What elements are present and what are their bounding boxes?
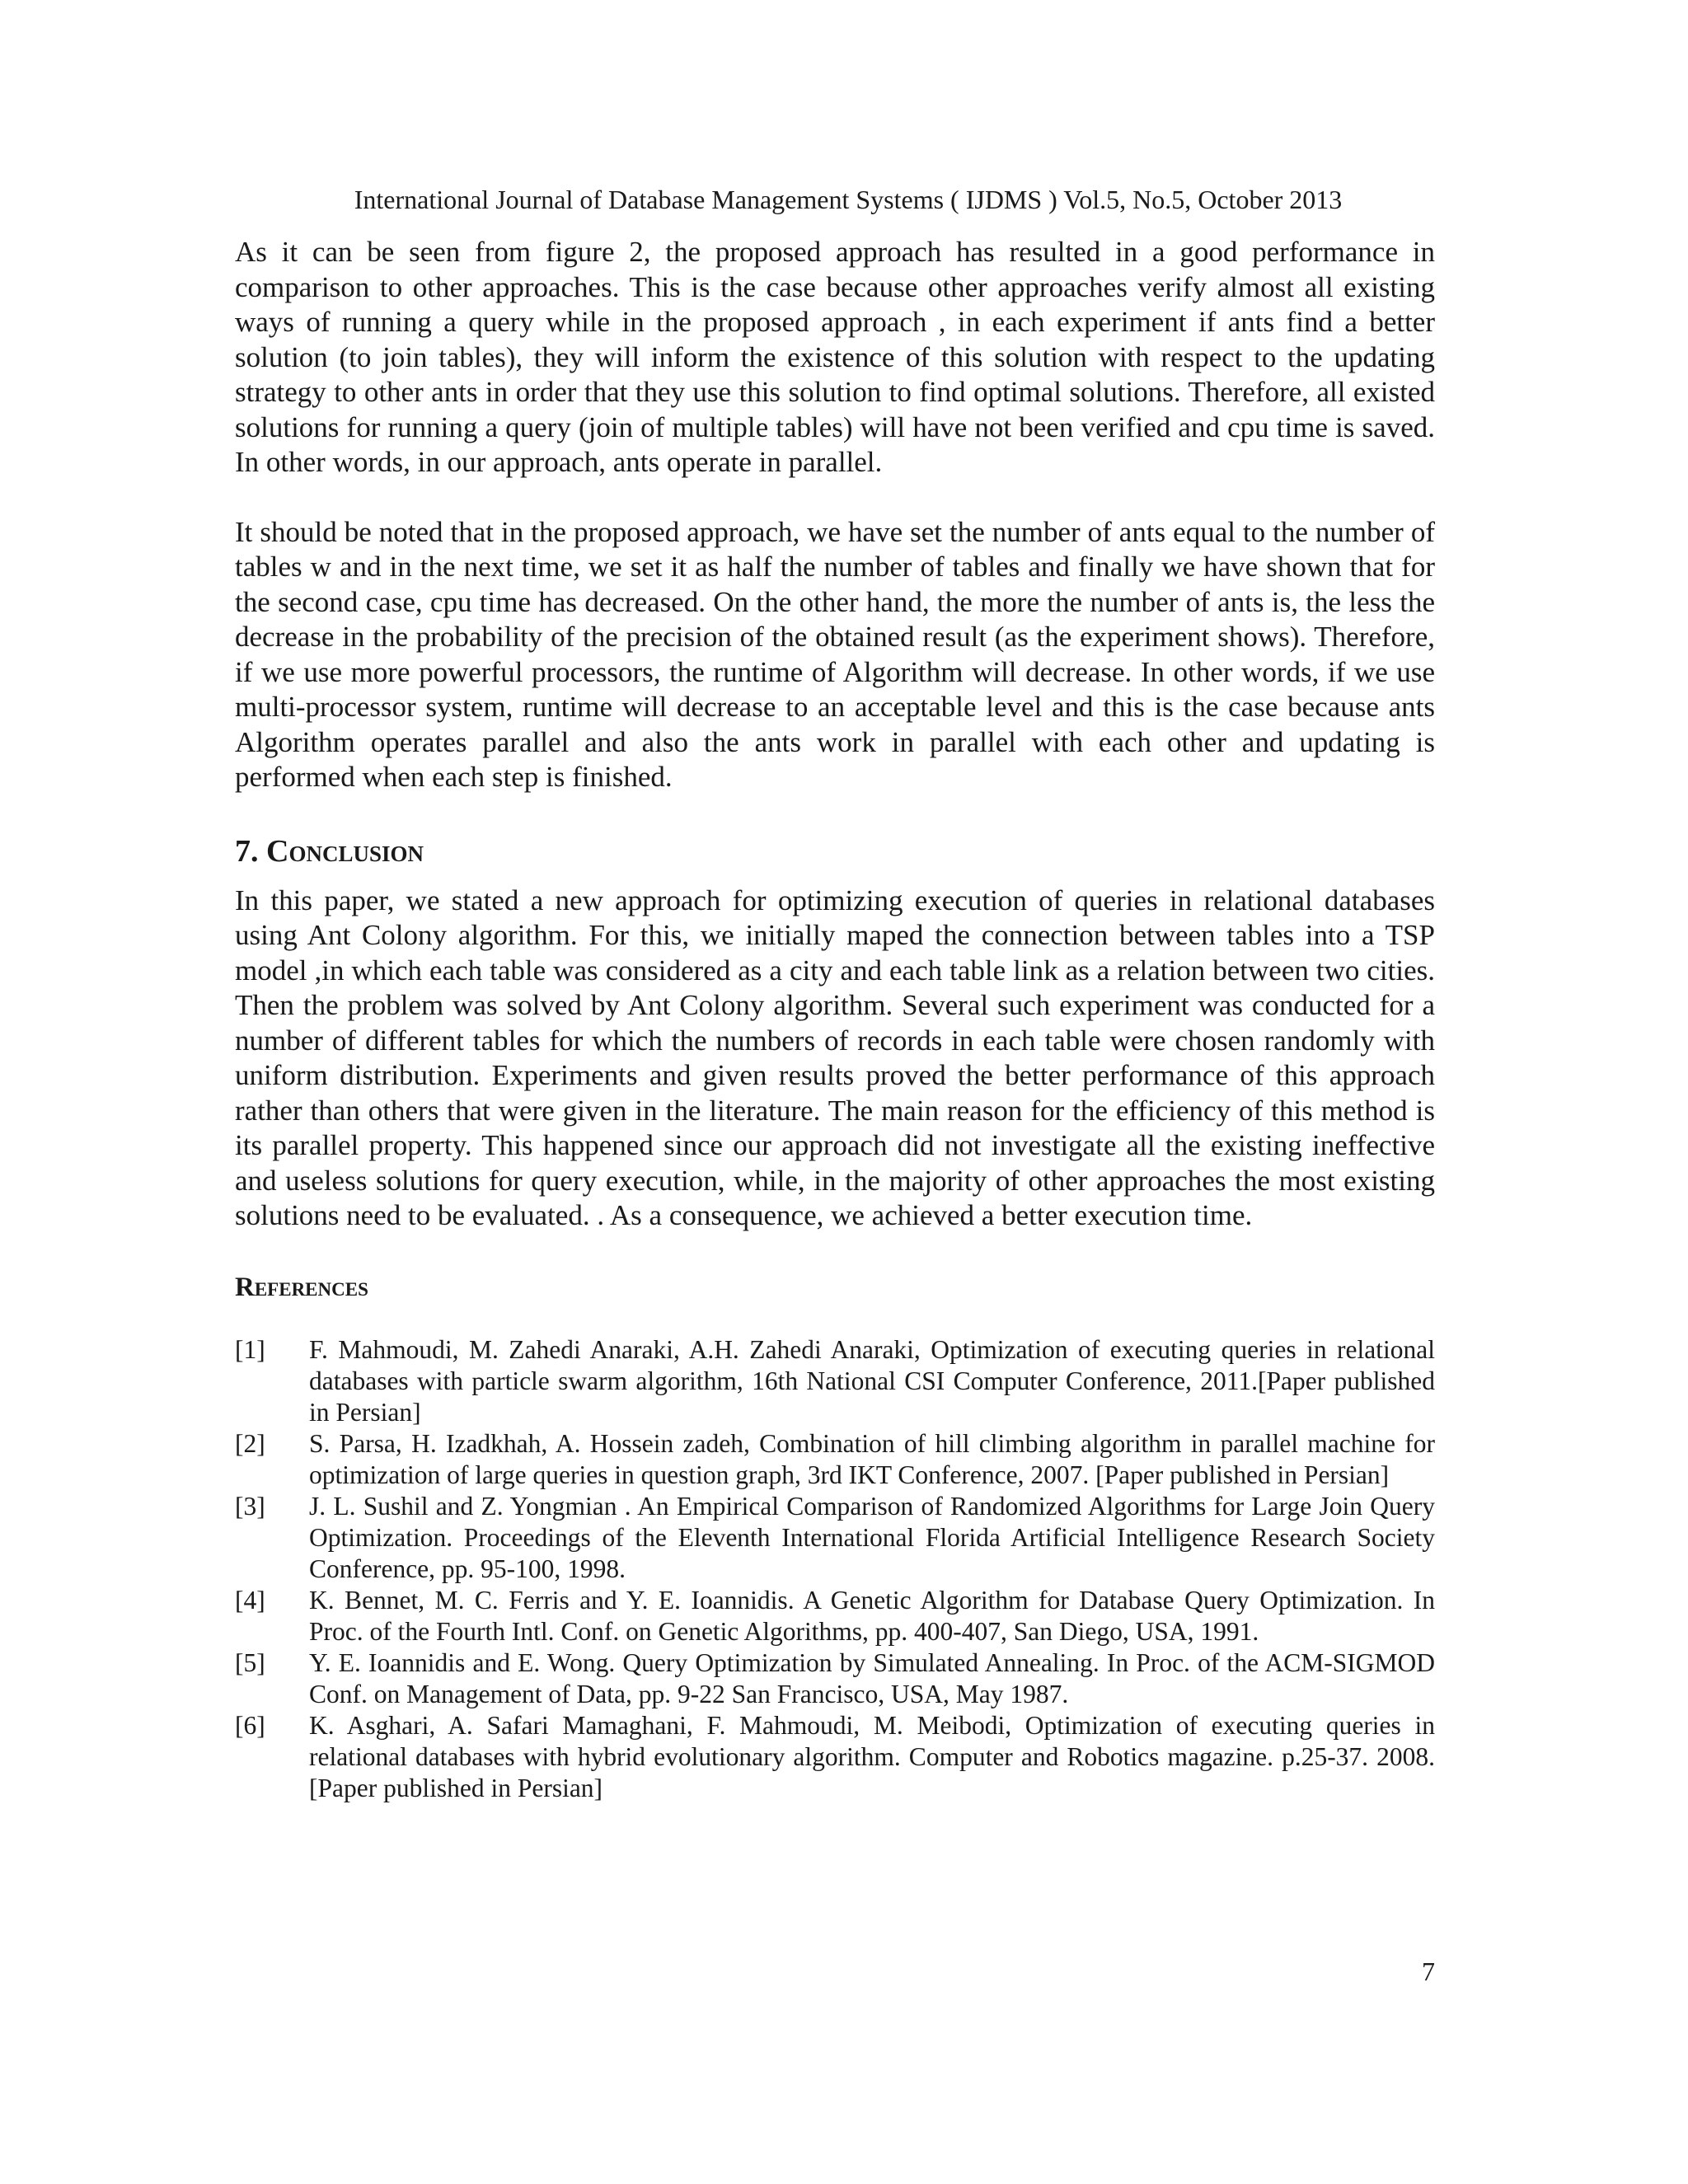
reference-item-6 [235, 1710, 1435, 1804]
reference-number: [3] [235, 1491, 265, 1521]
reference-number: [5] [235, 1647, 265, 1677]
reference-text: F. Mahmoudi, M. Zahedi Anaraki, A.H. Zahedi Anaraki, Optimization of executing queries in relational databases with particle swarm algorithm, 16th National CSI Computer Conference, 2011.[Paper published in Persian] [309, 1334, 1435, 1427]
conclusion-paragraph: In this paper, we stated a new approach for optimizing execution of queries in relational databases using Ant Colony algorithm. For this, we initially maped the connection between tables into a TSP model ,in which each table was considered as a city and each table link as a relation between two cities. Then the problem was solved by Ant Colony algorithm. Several such experiment was conducted for a number of different tables for which the numbers of records in each table were chosen randomly with uniform distribution. Experiments and given results proved the better performance of this approach rather than others that were given in the literature. The main reason for the efficiency of this method is its parallel property. This happened since our approach did not investigate all the existing ineffective and useless solutions for query execution, while, in the majority of other approaches the most existing solutions need to be evaluated. . As a consequence, we achieved a better execution time. [235, 883, 1435, 1231]
reference-number: [2] [235, 1428, 265, 1458]
reference-number: [6] [235, 1710, 265, 1740]
body-paragraph-1: As it can be seen from figure 2, the proposed approach has resulted in a good performance in comparison to other approaches. This is the case because other approaches verify almost all existing ways of running a query while in the proposed approach , in each experiment if ants find a better solution (to join tables), they will inform the existence of this solution with respect to the updating strategy to other ants in order that they use this solution to find optimal solutions. Therefore, all existed solutions for running a query (join of multiple tables) will have not been verified and cpu time is saved. In other words, in our approach, ants operate in parallel. [235, 236, 1435, 478]
running-header: International Journal of Database Management Systems ( IJDMS ) Vol.5, No.5, October 2013 [354, 185, 1343, 214]
reference-text: Y. E. Ioannidis and E. Wong. Query Optimization by Simulated Annealing. In Proc. of the ACM-SIGMOD Conf. on Management of Data, pp. 9-22 San Francisco, USA, May 1987. [309, 1647, 1435, 1708]
reference-item-5 [235, 1647, 1435, 1710]
body-paragraph-2: It should be noted that in the proposed approach, we have set the number of ants equal to the number of tables w and in the next time, we set it as half the number of tables and finally we have shown that for the second case, cpu time has decreased. On the other hand, the more the number of ants is, the less the decrease in the probability of the precision of the obtained result (as the experiment shows). Therefore, if we use more powerful processors, the runtime of Algorithm will decrease. In other words, if we use multi-processor system, runtime will decrease to an acceptable level and this is the case because ants Algorithm operates parallel and also the ants work in parallel with each other and updating is performed when each step is finished. [235, 515, 1435, 793]
page-number: 7 [1422, 1957, 1435, 1986]
reference-item-1 [235, 1334, 1435, 1428]
reference-text: K. Bennet, M. C. Ferris and Y. E. Ioannidis. A Genetic Algorithm for Database Query Optimization. In Proc. of the Fourth Intl. Conf. on Genetic Algorithms, pp. 400-407, San Diego, USA, 1991. [309, 1585, 1435, 1646]
reference-number: [1] [235, 1334, 265, 1364]
reference-text: K. Asghari, A. Safari Mamaghani, F. Mahmoudi, M. Meibodi, Optimization of executing queries in relational databases with hybrid evolutionary algorithm. Computer and Robotics magazine. p.25-37. 2008. [Paper published in Persian] [309, 1710, 1435, 1802]
reference-text: S. Parsa, H. Izadkhah, A. Hossein zadeh, Combination of hill climbing algorithm in parallel machine for optimization of large queries in question graph, 3rd IKT Conference, 2007. [Paper published in Persian] [309, 1428, 1435, 1489]
reference-item-4 [235, 1585, 1435, 1647]
conclusion-heading: 7. Conclusion [235, 833, 424, 869]
reference-item-3 [235, 1491, 1435, 1585]
reference-text: J. L. Sushil and Z. Yongmian . An Empirical Comparison of Randomized Algorithms for Large Join Query Optimization. Proceedings of the Eleventh International Florida Artificial Intelligence Research Society Conference, pp. 95-100, 1998. [309, 1491, 1435, 1583]
reference-list [235, 1334, 1435, 1804]
reference-item-2 [235, 1428, 1435, 1491]
main-content [235, 235, 1435, 1804]
references-heading: References [235, 1272, 368, 1302]
reference-number: [4] [235, 1585, 265, 1615]
